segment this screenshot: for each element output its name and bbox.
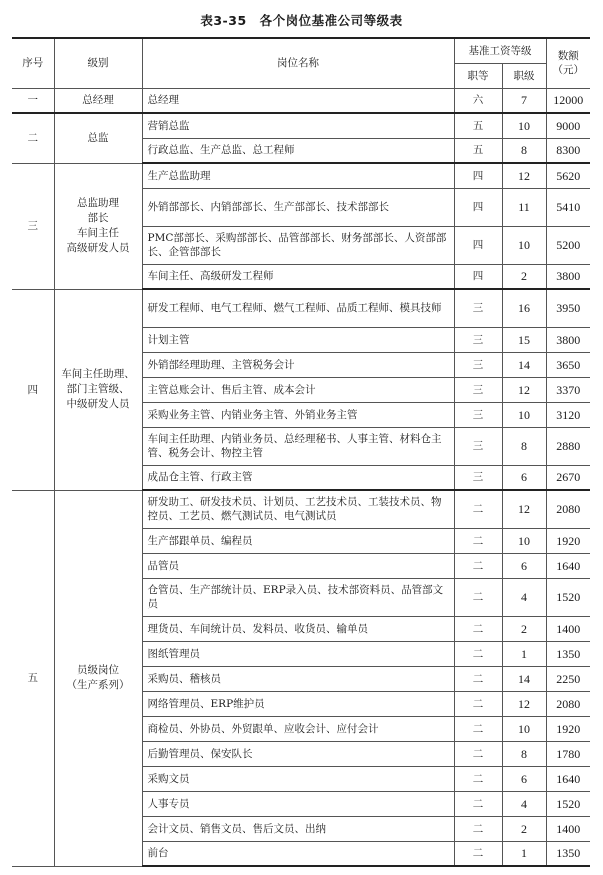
amount-cell: 1920 bbox=[546, 716, 590, 741]
amount-cell: 9000 bbox=[546, 113, 590, 138]
grade-cell: 三 bbox=[454, 289, 502, 327]
rank-cell: 12 bbox=[502, 163, 546, 188]
amount-cell: 1920 bbox=[546, 528, 590, 553]
grade-cell: 二 bbox=[454, 641, 502, 666]
position-name-cell: 外销部部长、内销部部长、生产部部长、技术部部长 bbox=[142, 188, 454, 226]
rank-cell: 8 bbox=[502, 427, 546, 465]
position-name-cell: PMC部部长、采购部部长、品管部部长、财务部部长、人资部部长、企管部部长 bbox=[142, 226, 454, 264]
header-level: 级别 bbox=[54, 38, 142, 88]
level-line: 总监助理 bbox=[77, 197, 119, 209]
seq-cell: 三 bbox=[12, 163, 54, 289]
position-name-cell: 营销总监 bbox=[142, 113, 454, 138]
amount-cell: 2080 bbox=[546, 691, 590, 716]
rank-cell: 10 bbox=[502, 716, 546, 741]
rank-cell: 8 bbox=[502, 741, 546, 766]
rank-cell: 10 bbox=[502, 113, 546, 138]
amount-cell: 3650 bbox=[546, 352, 590, 377]
amount-cell: 3120 bbox=[546, 402, 590, 427]
amount-cell: 1640 bbox=[546, 766, 590, 791]
position-name-cell: 理货员、车间统计员、发料员、收货员、输单员 bbox=[142, 616, 454, 641]
position-name-cell: 研发工程师、电气工程师、燃气工程师、品质工程师、模具技师 bbox=[142, 289, 454, 327]
grade-cell: 四 bbox=[454, 163, 502, 188]
amount-cell: 3950 bbox=[546, 289, 590, 327]
rank-cell: 11 bbox=[502, 188, 546, 226]
amount-cell: 1520 bbox=[546, 791, 590, 816]
level-line: 总监 bbox=[87, 131, 109, 144]
amount-cell: 1640 bbox=[546, 553, 590, 578]
rank-cell: 10 bbox=[502, 402, 546, 427]
amount-cell: 2250 bbox=[546, 666, 590, 691]
header-amount: 数额（元） bbox=[546, 38, 590, 88]
position-name-cell: 品管员 bbox=[142, 553, 454, 578]
position-name-cell: 总经理 bbox=[142, 88, 454, 113]
row-group bbox=[12, 113, 590, 163]
level-line: 总经理 bbox=[82, 93, 114, 106]
level-cell bbox=[54, 490, 142, 866]
position-name-cell: 行政总监、生产总监、总工程师 bbox=[142, 138, 454, 163]
header-seq: 序号 bbox=[12, 38, 54, 88]
amount-cell: 2880 bbox=[546, 427, 590, 465]
position-name-cell: 车间主任助理、内销业务员、总经理秘书、人事主管、材料仓主管、税务会计、物控主管 bbox=[142, 427, 454, 465]
rank-cell: 16 bbox=[502, 289, 546, 327]
amount-cell: 2670 bbox=[546, 465, 590, 490]
grade-cell: 四 bbox=[454, 188, 502, 226]
position-name-cell: 网络管理员、ERP维护员 bbox=[142, 691, 454, 716]
grade-cell: 二 bbox=[454, 553, 502, 578]
position-name-cell: 生产部跟单员、编程员 bbox=[142, 528, 454, 553]
amount-cell: 3370 bbox=[546, 377, 590, 402]
amount-cell: 1350 bbox=[546, 641, 590, 666]
position-name-cell: 生产总监助理 bbox=[142, 163, 454, 188]
position-name-cell: 成品仓主管、行政主管 bbox=[142, 465, 454, 490]
grade-cell: 二 bbox=[454, 490, 502, 528]
amount-cell: 3800 bbox=[546, 327, 590, 352]
amount-cell: 2080 bbox=[546, 490, 590, 528]
amount-cell: 5200 bbox=[546, 226, 590, 264]
position-name-cell: 商检员、外协员、外贸跟单、应收会计、应付会计 bbox=[142, 716, 454, 741]
position-name-cell: 主管总账会计、售后主管、成本会计 bbox=[142, 377, 454, 402]
rank-cell: 12 bbox=[502, 490, 546, 528]
level-line: 车间主任 bbox=[77, 227, 119, 239]
grade-cell: 二 bbox=[454, 791, 502, 816]
amount-cell: 8300 bbox=[546, 138, 590, 163]
position-name-cell: 图纸管理员 bbox=[142, 641, 454, 666]
table-title: 表3-35 各个岗位基准公司等级表 bbox=[200, 13, 403, 28]
position-name-cell: 采购文员 bbox=[142, 766, 454, 791]
position-name-cell: 采购业务主管、内销业务主管、外销业务主管 bbox=[142, 402, 454, 427]
rank-cell: 8 bbox=[502, 138, 546, 163]
grade-cell: 三 bbox=[454, 427, 502, 465]
grade-cell: 二 bbox=[454, 616, 502, 641]
table-row bbox=[12, 490, 590, 528]
position-name-cell: 人事专员 bbox=[142, 791, 454, 816]
row-group bbox=[12, 490, 590, 866]
grade-cell: 二 bbox=[454, 691, 502, 716]
row-group bbox=[12, 289, 590, 490]
rank-cell: 15 bbox=[502, 327, 546, 352]
rank-cell: 7 bbox=[502, 88, 546, 113]
rank-cell: 2 bbox=[502, 816, 546, 841]
level-cell bbox=[54, 289, 142, 490]
table-row bbox=[12, 163, 590, 188]
grade-cell: 四 bbox=[454, 226, 502, 264]
rank-cell: 2 bbox=[502, 616, 546, 641]
rank-cell: 14 bbox=[502, 666, 546, 691]
position-name-cell: 研发助工、研发技术员、计划员、工艺技术员、工装技术员、物控员、工艺员、燃气测试员、电气测试员 bbox=[142, 490, 454, 528]
rank-cell: 2 bbox=[502, 264, 546, 289]
table-row bbox=[12, 289, 590, 327]
level-line: 员级岗位 bbox=[77, 664, 119, 676]
position-name-cell: 会计文员、销售文员、售后文员、出纳 bbox=[142, 816, 454, 841]
grade-cell: 二 bbox=[454, 741, 502, 766]
position-name-cell: 采购员、稽核员 bbox=[142, 666, 454, 691]
grade-cell: 二 bbox=[454, 816, 502, 841]
position-name-cell: 车间主任、高级研发工程师 bbox=[142, 264, 454, 289]
rank-cell: 10 bbox=[502, 528, 546, 553]
header-rank: 职级 bbox=[502, 63, 546, 88]
header-position: 岗位名称 bbox=[142, 38, 454, 88]
position-name-cell: 计划主管 bbox=[142, 327, 454, 352]
rank-cell: 12 bbox=[502, 691, 546, 716]
rank-cell: 12 bbox=[502, 377, 546, 402]
rank-cell: 4 bbox=[502, 578, 546, 616]
rank-cell: 1 bbox=[502, 841, 546, 866]
grade-cell: 二 bbox=[454, 716, 502, 741]
rank-cell: 6 bbox=[502, 465, 546, 490]
amount-cell: 1400 bbox=[546, 616, 590, 641]
level-line: 部长 bbox=[87, 212, 109, 224]
grade-cell: 三 bbox=[454, 327, 502, 352]
amount-cell: 1400 bbox=[546, 816, 590, 841]
level-line: 车间主任助理、 bbox=[61, 368, 135, 380]
row-group bbox=[12, 163, 590, 289]
level-line: 中级研发人员 bbox=[66, 398, 130, 410]
grade-cell: 二 bbox=[454, 766, 502, 791]
position-name-cell: 仓管员、生产部统计员、ERP录入员、技术部资料员、品管部文员 bbox=[142, 578, 454, 616]
grade-cell: 三 bbox=[454, 402, 502, 427]
amount-cell: 12000 bbox=[546, 88, 590, 113]
grade-cell: 二 bbox=[454, 666, 502, 691]
position-name-cell: 后勤管理员、保安队长 bbox=[142, 741, 454, 766]
amount-cell: 3800 bbox=[546, 264, 590, 289]
row-group bbox=[12, 88, 590, 113]
table-header bbox=[12, 38, 590, 88]
seq-cell: 二 bbox=[12, 113, 54, 163]
amount-cell: 5410 bbox=[546, 188, 590, 226]
position-name-cell: 外销部经理助理、主管税务会计 bbox=[142, 352, 454, 377]
grade-cell: 二 bbox=[454, 841, 502, 866]
amount-cell: 1350 bbox=[546, 841, 590, 866]
grade-cell: 三 bbox=[454, 352, 502, 377]
amount-cell: 1520 bbox=[546, 578, 590, 616]
seq-cell: 五 bbox=[12, 490, 54, 866]
header-base-salary: 基准工资等级 bbox=[454, 38, 546, 63]
rank-cell: 14 bbox=[502, 352, 546, 377]
grade-cell: 五 bbox=[454, 138, 502, 163]
grade-cell: 四 bbox=[454, 264, 502, 289]
seq-cell: 一 bbox=[12, 88, 54, 113]
rank-cell: 10 bbox=[502, 226, 546, 264]
level-line: 高级研发人员 bbox=[66, 242, 130, 254]
level-line: 部门主管级、 bbox=[66, 383, 130, 395]
table-row bbox=[12, 88, 590, 113]
grade-cell: 五 bbox=[454, 113, 502, 138]
header-grade: 职等 bbox=[454, 63, 502, 88]
amount-cell: 1780 bbox=[546, 741, 590, 766]
grade-table bbox=[12, 37, 590, 867]
rank-cell: 1 bbox=[502, 641, 546, 666]
rank-cell: 4 bbox=[502, 791, 546, 816]
grade-cell: 三 bbox=[454, 377, 502, 402]
amount-cell: 5620 bbox=[546, 163, 590, 188]
grade-cell: 三 bbox=[454, 465, 502, 490]
level-line: （生产系列） bbox=[66, 679, 130, 691]
rank-cell: 6 bbox=[502, 553, 546, 578]
grade-cell: 二 bbox=[454, 528, 502, 553]
level-cell bbox=[54, 163, 142, 289]
grade-cell: 六 bbox=[454, 88, 502, 113]
table-row bbox=[12, 113, 590, 138]
seq-cell: 四 bbox=[12, 289, 54, 490]
position-name-cell: 前台 bbox=[142, 841, 454, 866]
grade-cell: 二 bbox=[454, 578, 502, 616]
level-cell bbox=[54, 113, 142, 163]
rank-cell: 6 bbox=[502, 766, 546, 791]
level-cell bbox=[54, 88, 142, 113]
